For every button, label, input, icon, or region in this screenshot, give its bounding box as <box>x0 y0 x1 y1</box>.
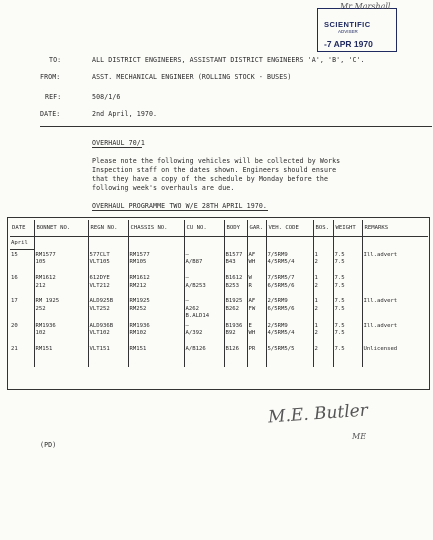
ref-label: REF: <box>45 93 62 101</box>
cell-body-line: B1936 <box>225 322 243 329</box>
col-header: BODY <box>224 220 247 237</box>
typist-reference: (PD) <box>40 441 57 449</box>
programme-title: OVERHAUL PROGRAMME TWO W/E 28TH APRIL 1970. <box>92 202 267 210</box>
cell-regn <box>88 250 128 274</box>
cell-weight-line: 7.5 <box>334 251 345 258</box>
cell-regn-line: VLT212 <box>89 282 110 289</box>
cell-body <box>224 273 247 296</box>
para-line-4: following week's overhauls are due. <box>92 184 235 192</box>
signature: M.E. Butler <box>267 400 369 428</box>
cell-cu <box>184 250 224 274</box>
cell-bos <box>313 344 333 367</box>
cell-body-line: B43 <box>225 259 236 265</box>
cell-chassis <box>128 321 184 344</box>
cell-code <box>266 273 313 296</box>
cell-bonnet <box>34 250 88 274</box>
cell-weight-line: 7.5 <box>334 282 345 289</box>
cell-gar-line: WH <box>248 259 256 265</box>
header-divider <box>40 126 432 127</box>
cell-gar-line: FW <box>248 305 256 312</box>
cell-gar-line: AF <box>248 298 256 304</box>
cell-bonnet <box>34 344 88 367</box>
cell-body <box>224 321 247 344</box>
heading-underline <box>92 147 142 148</box>
ref-value: 508/1/6 <box>92 93 121 101</box>
cell-gar <box>247 296 266 321</box>
memo-heading: OVERHAUL 70/1 <box>92 139 145 147</box>
cell-chassis-line: RM151 <box>129 345 147 352</box>
cell-code-line: 7/5RM9 <box>267 251 288 258</box>
cell-cu <box>184 344 224 367</box>
from-value: ASST. MECHANICAL ENGINEER (ROLLING STOCK - BUSES) <box>92 73 292 81</box>
programme-underline <box>92 210 268 211</box>
cell-bos-line: 2 <box>314 330 318 336</box>
cell-regn <box>88 321 128 344</box>
cell-bos-line: 1 <box>314 298 318 304</box>
table-header-row <box>10 220 428 237</box>
col-header: BOS. <box>313 220 333 237</box>
col-header: REMARKS <box>362 220 428 237</box>
cell-weight <box>333 273 362 296</box>
cell-cu <box>184 321 224 344</box>
cell-weight <box>333 344 362 367</box>
cell-cu-line: — <box>185 275 189 281</box>
cell-body-line: B126 <box>225 345 239 352</box>
cell-code-line: 6/5RM5/6 <box>267 305 295 312</box>
cell-code <box>266 321 313 344</box>
cell-regn-line: 577CLT <box>89 251 110 258</box>
cell-body-line: B1577 <box>225 251 243 258</box>
cell-regn <box>88 344 128 367</box>
cell-bos <box>313 321 333 344</box>
cell-bos-line: 1 <box>314 322 318 329</box>
cell-bonnet-line: RM151 <box>35 345 53 352</box>
cell-cu-line: B.ALD14 <box>185 313 210 319</box>
table-row <box>10 273 428 296</box>
cell-bonnet-line: 212 <box>35 282 46 289</box>
cell-chassis-line: RM105 <box>129 259 147 265</box>
date-value: 2nd April, 1970. <box>92 110 158 118</box>
cell-body-line: B92 <box>225 330 236 336</box>
cell-code-line: 2/5RM9 <box>267 322 288 329</box>
signature-initials: ME <box>352 432 367 441</box>
cell-regn <box>88 296 128 321</box>
col-header: REGN NO. <box>88 220 128 237</box>
para-line-3: that they have a copy of the schedule by Monday before the <box>92 175 329 183</box>
cell-cu-line: A/B126 <box>185 345 206 352</box>
cell-bonnet-line: 105 <box>35 259 46 265</box>
cell-bonnet-line: 102 <box>35 330 46 336</box>
cell-chassis <box>128 250 184 274</box>
cell-code <box>266 250 313 274</box>
cell-regn-line: 612DYE <box>89 275 110 281</box>
cell-gar-line: R <box>248 282 252 289</box>
col-header: CU NO. <box>184 220 224 237</box>
cell-cu <box>184 296 224 321</box>
para-line-1: Please note the following vehicles will be collected by Works <box>92 157 341 165</box>
cell-date: 20 <box>11 322 18 329</box>
month-cell: April <box>10 237 34 250</box>
cell-bonnet-line: RM1577 <box>35 251 56 258</box>
cell-gar-line: WH <box>248 330 256 336</box>
cell-body-line: B253 <box>225 282 239 289</box>
cell-body-line: B262 <box>225 305 239 312</box>
cell-bonnet-line: RM1612 <box>35 275 56 281</box>
cell-code <box>266 296 313 321</box>
cell-bos-line: 2 <box>314 282 318 289</box>
table-row <box>10 250 428 274</box>
cell-gar <box>247 250 266 274</box>
table-row <box>10 321 428 344</box>
cell-bos <box>313 273 333 296</box>
cell-bos-line: 1 <box>314 275 318 281</box>
cell-remarks: Ill.advert <box>362 321 428 344</box>
cell-date: 15 <box>11 252 18 258</box>
cell-bos-line: 2 <box>314 345 318 352</box>
cell-weight-line: 7.5 <box>334 322 345 329</box>
cell-weight-line: 7.5 <box>334 259 345 265</box>
received-stamp <box>317 8 397 52</box>
to-value: ALL DISTRICT ENGINEERS, ASSISTANT DISTRICT ENGINEERS 'A', 'B', 'C'. <box>92 56 365 64</box>
cell-weight <box>333 250 362 274</box>
stamp-sub: ADVISER <box>338 29 358 34</box>
cell-weight-line: 7.5 <box>334 275 345 281</box>
cell-bos-line: 1 <box>314 251 318 258</box>
cell-gar <box>247 273 266 296</box>
month-row <box>10 237 428 250</box>
col-header: BONNET NO. <box>34 220 88 237</box>
cell-code-line: 5/5RM5/5 <box>267 345 295 352</box>
cell-weight-line: 7.5 <box>334 345 345 352</box>
cell-code-line: 2/5RM9 <box>267 298 288 304</box>
stamp-date: -7 APR 1970 <box>324 39 373 49</box>
cell-chassis-line: RM102 <box>129 330 147 336</box>
cell-chassis <box>128 344 184 367</box>
col-header: DATE <box>10 220 34 237</box>
cell-gar <box>247 321 266 344</box>
cell-body <box>224 296 247 321</box>
cell-code-line: 7/5RM5/7 <box>267 275 295 281</box>
cell-code-line: 6/5RM5/6 <box>267 282 295 289</box>
stamp-dept: SCIENTIFIC <box>324 20 371 29</box>
cell-chassis-line: RM252 <box>129 305 147 312</box>
cell-gar-line: PR <box>248 345 256 352</box>
cell-bos-line: 2 <box>314 305 318 312</box>
col-header: CHASSIS NO. <box>128 220 184 237</box>
cell-date: 21 <box>11 345 18 352</box>
col-header: WEIGHT <box>333 220 362 237</box>
cell-chassis-line: RM1936 <box>129 322 150 329</box>
cell-bos <box>313 250 333 274</box>
stamp-signature: Mr Marshall <box>340 2 391 11</box>
cell-regn-line: ALD925B <box>89 298 114 304</box>
cell-cu-line: A262 <box>185 305 199 312</box>
cell-gar-line: AF <box>248 251 256 258</box>
cell-chassis-line: RM1612 <box>129 275 150 281</box>
cell-regn-line: VLT151 <box>89 345 110 352</box>
table-row <box>10 296 428 321</box>
table-row <box>10 344 428 367</box>
cell-weight <box>333 296 362 321</box>
cell-regn-line: VLT105 <box>89 259 110 265</box>
cell-bos-line: 2 <box>314 259 318 265</box>
col-header: GAR. <box>247 220 266 237</box>
cell-body <box>224 250 247 274</box>
cell-chassis-line: RM1925 <box>129 298 150 304</box>
cell-regn-line: ALD936B <box>89 322 114 329</box>
cell-cu-line: — <box>185 251 189 258</box>
cell-chassis-line: RM212 <box>129 282 147 289</box>
cell-chassis-line: RM1577 <box>129 251 150 258</box>
cell-cu-line: — <box>185 322 189 329</box>
cell-body-line: B1612 <box>225 275 243 281</box>
cell-code <box>266 344 313 367</box>
cell-chassis <box>128 273 184 296</box>
cell-weight-line: 7.5 <box>334 298 345 304</box>
cell-regn <box>88 273 128 296</box>
cell-gar-line: E <box>248 322 252 329</box>
cell-code-line: 4/5RM5/4 <box>267 259 295 265</box>
cell-cu-line: A/B253 <box>185 282 206 289</box>
from-label: FROM: <box>40 73 61 81</box>
date-label: DATE: <box>40 110 61 118</box>
cell-remarks: Ill.advert <box>362 250 428 274</box>
cell-regn-line: VLT252 <box>89 305 110 312</box>
para-line-2: Inspection staff on the dates shown. Engineers should ensure <box>92 166 337 174</box>
cell-weight <box>333 321 362 344</box>
cell-body-line: B1925 <box>225 298 243 304</box>
cell-chassis <box>128 296 184 321</box>
cell-cu-line: A/B87 <box>185 259 203 265</box>
cell-gar <box>247 344 266 367</box>
to-label: TO: <box>49 56 62 64</box>
cell-weight-line: 7.5 <box>334 330 345 336</box>
cell-code-line: 4/5RM5/4 <box>267 330 295 336</box>
cell-date: 16 <box>11 275 18 281</box>
cell-bos <box>313 296 333 321</box>
cell-bonnet <box>34 321 88 344</box>
cell-remarks: Unlicensed <box>362 344 428 367</box>
schedule-table <box>10 220 428 367</box>
cell-regn-line: VLT102 <box>89 330 110 336</box>
cell-weight-line: 7.5 <box>334 305 345 312</box>
cell-gar-line: W <box>248 275 252 281</box>
cell-bonnet <box>34 273 88 296</box>
cell-bonnet <box>34 296 88 321</box>
cell-remarks <box>362 273 428 296</box>
cell-bonnet-line: RM1936 <box>35 322 56 329</box>
cell-cu <box>184 273 224 296</box>
cell-cu-line: — <box>185 298 189 304</box>
cell-cu-line: A/392 <box>185 330 203 336</box>
col-header: VEH. CODE <box>266 220 313 237</box>
cell-body <box>224 344 247 367</box>
cell-remarks: Ill.advert <box>362 296 428 321</box>
cell-date: 17 <box>11 298 18 304</box>
cell-bonnet-line: 252 <box>35 305 46 312</box>
cell-bonnet-line: RM 1925 <box>35 298 60 304</box>
